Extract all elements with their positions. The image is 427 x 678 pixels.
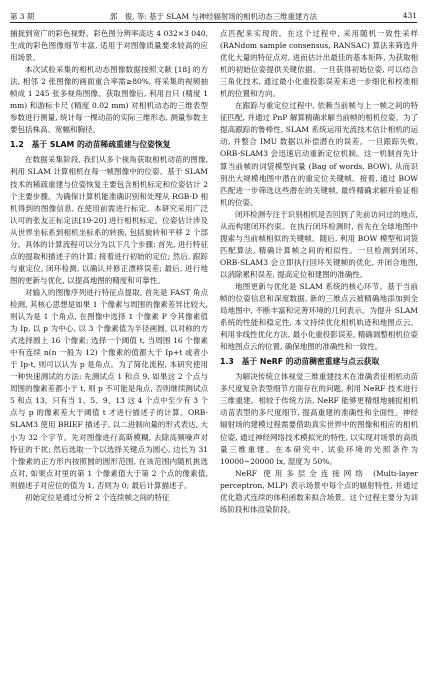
paragraph: 在数据采集阶段, 我们从多个视角获取相机动苗的图像, 利用 SLAM 计算相机在每一帧图像中的位姿。基于 SLAM 技术的稀疏重建与位姿恢复主要包含相机标定和位姿估计 2 个主要步骤。为确保计算机能准确识别和处理从 RGB-D 相机得到的图像信息, 在使用前需进行标定。本研究采用广泛认可的张友正标定法[19-20] 进行相机标定。位姿估计涉及从世界坐标系到相机坐标系的转换, 包括旋转和平移 2 个部分。具体的计算流程可以分为以下几个步骤: 首先, 进行特征点的提取和描述子的计算; 接着进行初始的定位; 然后, 跟踪与重定位, 闭环检测, 以确认并修正漂移误差; 最后, 进行地图的更新与优化, 以提高地图的精度和可靠性。 xyxy=(10,155,208,285)
page-number: 431 xyxy=(402,11,417,20)
paragraph: 初始定位是通过分析 2 个连续帧之间的特征 xyxy=(25,492,170,502)
section-heading: 1.2 基于 SLAM 的动苗稀疏重建与位姿恢复 xyxy=(10,140,171,150)
running-title: 郭 俊, 等: 基于 SLAM 与神经辐射场的相机动态三维重建方法 xyxy=(109,12,318,21)
paragraph: 本次试验采集的相机动态图像数据按照文献 [18] 的方法, 相邻 2 张图像的画面重合率需≥80%, 将采集的视频抽帧成 1 245 张多视角图像。获取图像后, 利用自只 (精度 1 mm) 和游标卡尺 (精度 0.02 mm) 对相机动态的三维表型参数进行测量, 统计每一棵动苗的实际三维形态, 测量参数主要包括株高、宽幅和胸径。 xyxy=(10,65,208,135)
paragraph: 为解决传统立体视觉三维重建技术在准确表征相机动苗多尺度复杂表型细节方面存在的问题, 利用 NeRF 技术进行三维重建。相较于传统方法, NeRF 能够更精细地捕捉相机动苗表型的多尺度细节, 提高重建的准确性和全面性。神经辐射场的建模过程需要借助真实世界中的图像和相应的相机位姿, 通过神经网络技术模拟光的特性, 以实现对场景的高质量三维重建。在本研究中, 试验环境的光照条件为 10000~20000 lx, 湿度为 50%。 xyxy=(220,372,418,466)
paragraph: 捕捉到宽广的彩色视野。彩色图分辨率高达 4 032×3 040, 生成的彩色图像细节丰富, 适用于对图像质量要求较高的应用场景。 xyxy=(10,29,208,63)
header-rule xyxy=(10,22,417,23)
paragraph: 闭环检测专注于识别相机是否回到了先前访问过的地点, 从而构建闭环约束。在执行闭环检测时, 首先在全球地图中搜索与当前帧相似的关键帧。随后, 利用 BOW 模型和词袋匹配算法, 精确计算帧之间的相似性。一旦检测到闭环, ORB-SLAM3 会立即执行回环关键帧的优化, 并闭合地图, 以消除累积误差, 提高定位和建图的准确性。 xyxy=(220,209,418,279)
paragraph: 在跟踪与重定位过程中, 依赖当前帧与上一帧之间的特征匹配, 并通过 PnP 解算精确求解当前帧的相机位姿。为了提高跟踪的鲁棒性, SLAM 系统运用光流技术估计相机的运动, 并整合 IMU 数据以补偿潜在的误差。一旦跟踪失败, ORB-SLAM3 会迅速启动重新定位机制。这一机制首先计算当前帧的词袋模型向量 (Bag of words, BOW), 从而识别出大规模地图中潜在的重定位关键帧。接着, 通过 BOW 匹配进一步筛选这些潜在的关键帧, 最终精确求解并验证相机的位姿。 xyxy=(220,101,418,207)
running-header xyxy=(10,9,417,23)
left-column xyxy=(10,28,208,504)
paragraph: 地图更新与优化是 SLAM 系统的核心环节。基于当前帧的位姿信息和深度数据, 新的三维点云被精确地添加到全局地图中, 不断丰富和完善环境的几何表示。为提升 SLAM 系统的性能和稳定性, 本文持续优化相机轨迹和地图点云。利用非线性优化方法, 最小化重投影误差, 精确调整相机位姿和地图点云的位置, 确保地图的准确性和一致性。 xyxy=(220,281,418,352)
section-heading: 1.3 基于 NeRF 的动苗稠密重建与点云获取 xyxy=(220,357,380,367)
paragraph: 点匹配来实现的。在这个过程中, 采用随机一致性采样 (RANdom sample consensus, RANSAC) 算法来筛选并优化大量的特征点对, 进而估计出最佳的基本矩阵, 为获取相机的初始位姿提供关键依据。一旦获得初始位姿, 可以结合三角化技术, 通过最小化重投影误差来进一步细化和校准相机的位置和方向。 xyxy=(220,29,418,99)
issue-label: 第 3 期 xyxy=(10,12,35,21)
right-column xyxy=(220,28,418,516)
paragraph: NeRF 使用多层全连接网络 (Multi-layer perceptron, MLP) 表示场景中每个点的辐射特性, 并通过优化隐式连续的体积函数来拟合场景。这个过程主要分为训练阶段和体渲染阶段。 xyxy=(220,468,418,514)
paragraph: 对输入的图像序列进行特征点提取, 首先是 FAST 角点检测, 其核心思想是如果 1 个像素与周围的像素差异比较大, 则认为是 1 个角点, 在图像中选择 1 个像素 P 令其像素值为 Ip, 以 p 为中心, 以 3 个像素值为半径画圆, 以对称的方式选择圆上 16 个像素; 选择一个阈值 t, 当周围 16 个像素中有连续 n(n 一般为 12) 个像素的值都大于 Ip+t 或者小于 Ip-t, 则可以认为 p 是角点。为了简化流程, 本研究使用一种快速测试的方法: 先测试点 1 和点 9, 如果这 2 个点与周围的像素差都小于 t, 则 p 不可能是角点, 否则继续测试点 5 和点 13。只有当 1、5、9、13 这 4 个点中至少有 3 个点与 p 的像素差大于阈值 t 才进行描述子的计算。ORB-SLAM3 使用 BRIEF 描述子, 以二进制向量的形式表达, 大小为 32 个字节。先对图像进行高斯模糊, 去除高频噪声对特征的干扰; 然后选取一个以选择关键点为圆心, 边长为 31 个像素的正方形内按照圆的圆形范围, 在该范围内随机挑选点对, 如果点对里的第 1 个像素值大于第 2 个点的像素值, 则描述子对应位的值为 1, 否则为 0; 最后计算描述子。 xyxy=(10,287,208,490)
